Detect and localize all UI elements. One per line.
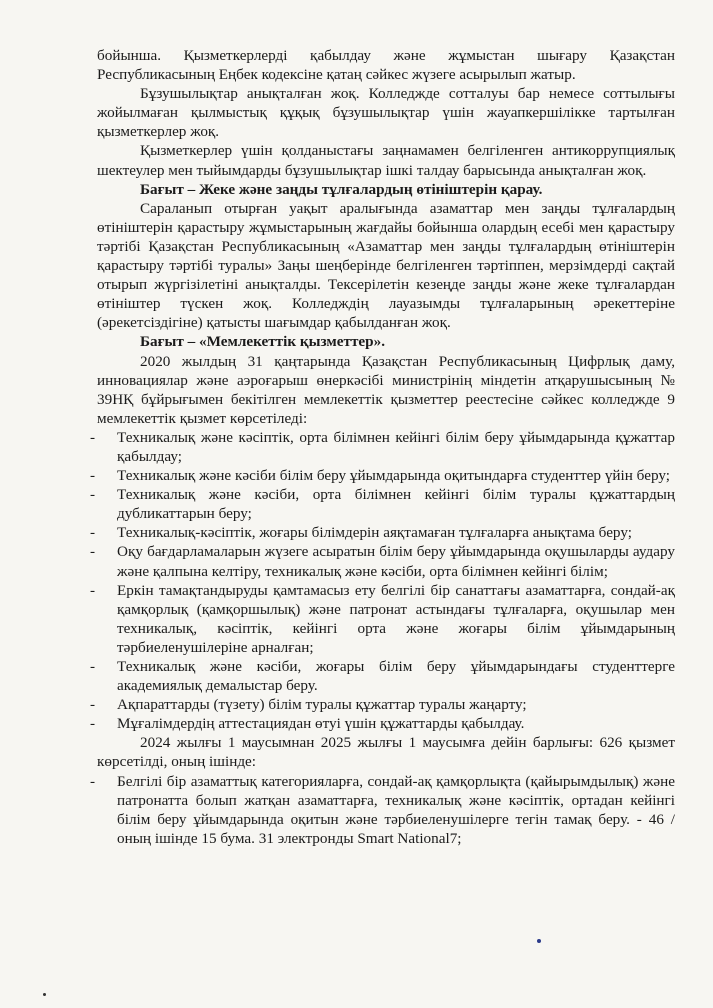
list-item-text: Ақпараттарды (түзету) білім туралы құжаттар туралы жаңарту; [117, 696, 527, 714]
list-item [90, 581, 675, 657]
list-dash: - [90, 543, 96, 561]
ink-dot [537, 939, 541, 943]
heading-public-services: Бағыт – «Мемлекеттік қызметтер». [140, 333, 385, 351]
list-item-text: Оқу бағдарламаларын жүзеге асыратын білім беру ұйымдарында оқушыларды аудару және қалпына келтіру, техникалық және кәсіби, орта білімнен кейінгі білім; [117, 543, 675, 580]
list-item [90, 523, 675, 542]
list-item [90, 466, 675, 485]
list-dash: - [90, 772, 96, 790]
list-item [90, 542, 675, 580]
list-item [90, 695, 675, 714]
list-item [90, 657, 675, 695]
services-list [90, 428, 675, 734]
list-item-text: Техникалық және кәсіби, жоғары білім беру ұйымдарындағы студенттерге академиялық демалыстар беру. [117, 658, 675, 695]
list-item [90, 714, 675, 733]
list-item-text: Техникалық-кәсіптік, жоғары білімдерін аяқтамаған тұлғаларға анықтама беру; [117, 524, 632, 542]
document-page [90, 46, 675, 848]
list-dash: - [90, 581, 96, 599]
list-item-text: Техникалық және кәсіптік, орта білімнен кейінгі білім беру ұйымдарында құжаттар қабылдау; [117, 428, 675, 465]
paragraph-services-intro: 2020 жылдың 31 қаңтарында Қазақстан Республикасының Цифрлық даму, инновациялар және аэроғарыш өнеркәсібі министрінің міндетін атқарушысының № 39НҚ бұйрығымен бекітілген мемлекеттік қызметтер реестесіне сәйкес колледжде 9 мемлекеттік қызмет көрсетіледі: [97, 352, 675, 427]
list-item-text: Еркін тамақтандыруды қамтамасыз ету белгілі бір санаттағы азаматтарға, сондай-ақ қамқорлық (қамқоршылық) және патронат астындағы тұлғаларға, оқушылар мен техникалық, кәсіптік, кейінгі орта және жоғары білім ұйымдарының тәрбиеленушілеріне арналған; [117, 581, 675, 656]
list-item-text: Белгілі бір азаматтық категорияларға, сондай-ақ қамқорлықта (қайырымдылық) және патронатта болып жатқан азаматтарға, техникалық және кәсіптік, ортадан кейінгі білім беру ұйымдарында оқитын және тәрбиеленушілерге тегін тамақ беру. - 46 / оның ішінде 15 бума. 31 электронды Smart National7; [117, 772, 675, 847]
paragraph-violations: Бұзушылықтар анықталған жоқ. Колледжде сотталуы бар немесе соттылығы жойылмаған қылмыстық құқық бұзушылықтар үшін жауапкершілікке тартылған қызметкерлер жоқ. [97, 85, 675, 141]
list-dash: - [90, 524, 96, 542]
list-dash: - [90, 486, 96, 504]
list-item-text: Техникалық және кәсіби, орта білімнен кейінгі білім туралы құжаттардың дубликаттарын беру; [117, 486, 675, 523]
paragraph-appeals: Сараланып отырған уақыт аралығында азаматтар мен заңды тұлғалардың өтініштерін қарастыру жұмыстарының жағдайы бойынша олардың есебі мен қарастыру тәртібі Қазақстан Республикасының «Азаматтар мен заңды тұлғалардың өтініштерін қарастыру тәртібі туралы» Заңы шеңберінде белгіленген тәртіппен, мерзімдерді сақтай отырып жүргізілетіні анықталды. Тексерілетін кезеңде заңды және жеке тұлғалардан өтініштер түскен жоқ. Колледждің лауазымды тұлғаларының әрекеттеріне (әрекетсіздігіне) қатысты шағымдар қабылданған жоқ. [97, 199, 675, 332]
list-item [90, 485, 675, 523]
list-item-text: Мұғалімдердің аттестациядан өтуі үшін құжаттарды қабылдау. [117, 715, 525, 733]
list-dash: - [90, 428, 96, 446]
paragraph-anticorruption: Қызметкерлер үшін қолданыстағы заңнамамен белгіленген антикоррупциялық шектеулер мен тыйымдарды бұзушылықтар ішкі талдау барысында анықталған жоқ. [97, 142, 675, 179]
list-dash: - [90, 715, 96, 733]
list-dash: - [90, 696, 96, 714]
paragraph-employment: бойынша. Қызметкерлерді қабылдау және жұмыстан шығару Қазақстан Республикасының Еңбек кодексіне қатаң сәйкес жүзеге асырылып жатыр. [97, 47, 675, 84]
paragraph-services-count: 2024 жылғы 1 маусымнан 2025 жылғы 1 маусымға дейін барлығы: 626 қызмет көрсетілді, оның ішінде: [97, 734, 675, 771]
list-item-free-meals [90, 772, 675, 848]
list-dash: - [90, 467, 96, 485]
scan-speck [43, 993, 46, 996]
list-dash: - [90, 658, 96, 675]
list-item [90, 428, 675, 466]
heading-appeals: Бағыт – Жеке және заңды тұлғалардың өтініштерін қарау. [140, 180, 543, 198]
list-item-text: Техникалық және кәсіби білім беру ұйымдарында оқитындарға студенттер үйін беру; [117, 467, 670, 485]
